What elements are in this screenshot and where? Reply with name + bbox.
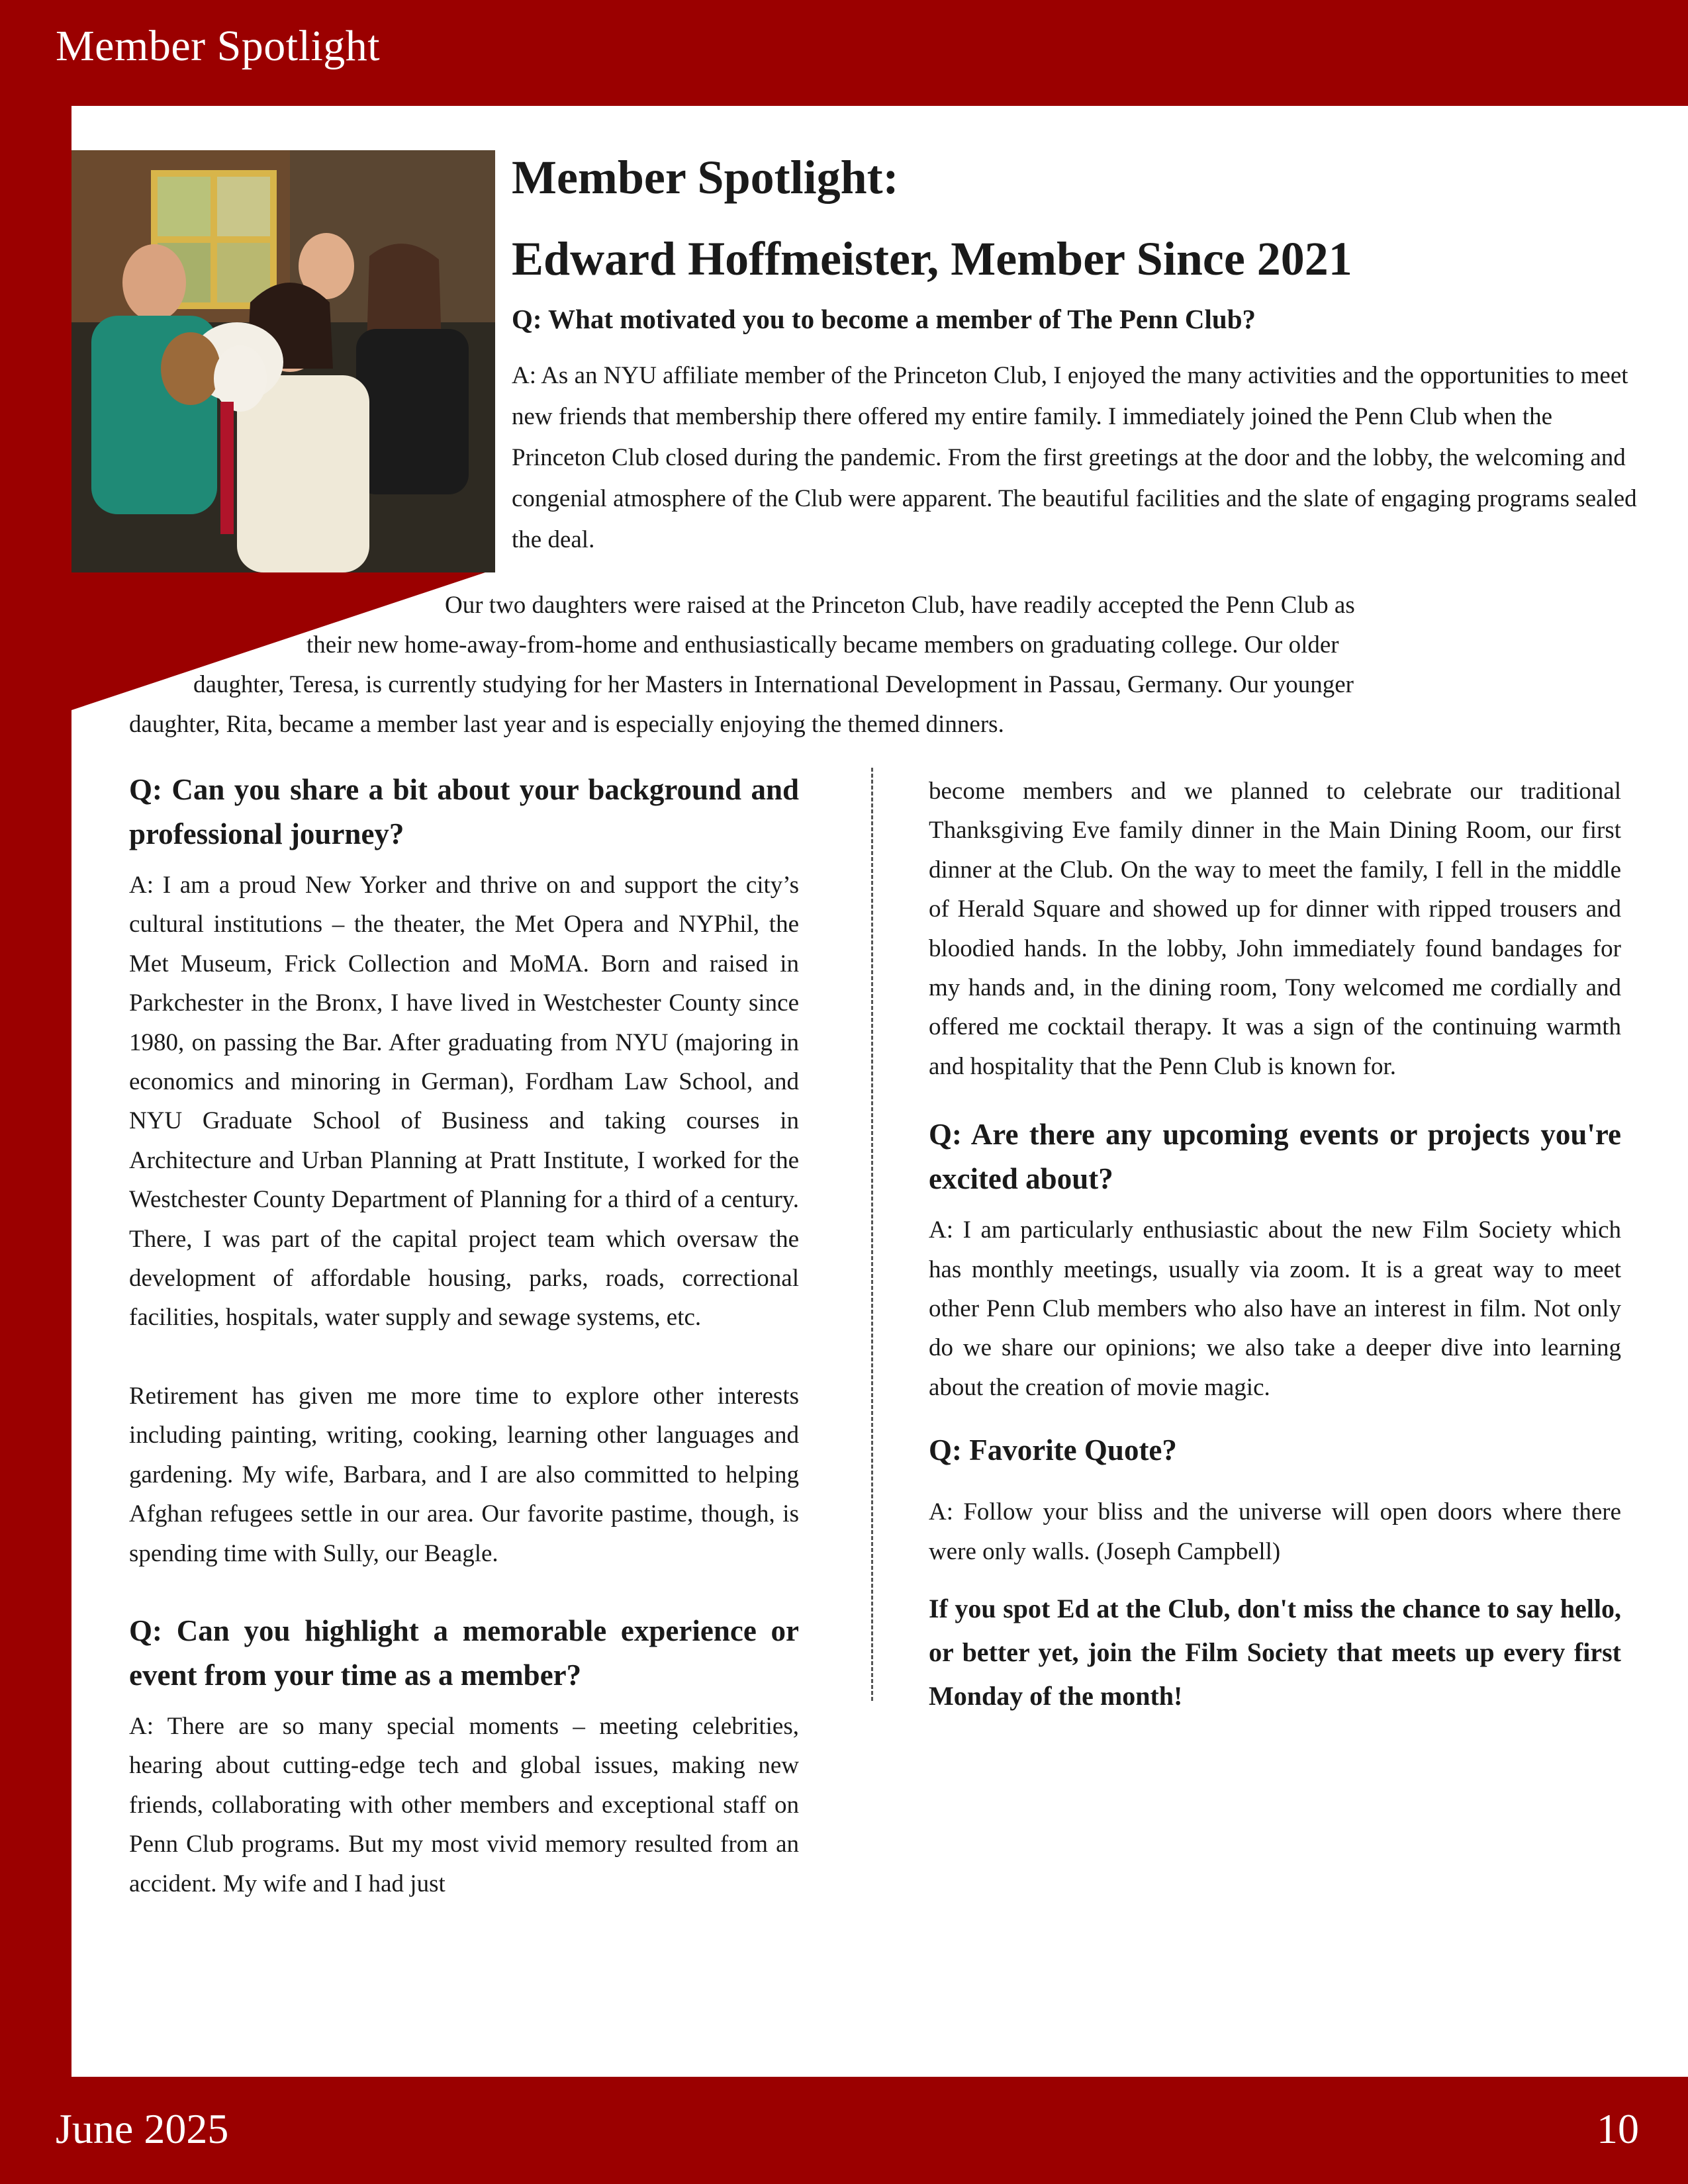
answer-motivation-cont-3: daughter, Teresa, is currently studying for her Masters in International Development in Passau, Germany. Our younger	[193, 671, 1354, 698]
article-title-line1: Member Spotlight:	[512, 151, 899, 204]
answer-quote: A: Follow your bliss and the universe will open doors where there were only walls. (Joseph Campbell)	[929, 1498, 1621, 1565]
column-divider	[871, 768, 873, 1701]
answer-background-p1: A: I am a proud New Yorker and thrive on and support the city’s cultural institutions – the theater, the Met Opera and NYPhil, the Met Museum, Frick Collection and MoMA. Born and raised in Parkchester in the Bronx, I have lived in Westchester County since 1980, on passing the Bar. After graduating from NYU (majoring in economics and minoring in German), Fordham Law School, and NYU Graduate School of Business and taking courses in Architecture and Urban Planning at Pratt Institute, I worked for the Westchester County Department of Planning for a third of a century. There, I was part of the capital project team which oversaw the development of affordable housing, parks, roads, correctional facilities, hospitals, water supply and sewage systems, etc.	[129, 872, 799, 1332]
answer-upcoming: A: I am particularly enthusiastic about the new Film Society which has monthly meetings, usually via zoom. It is a great way to meet other Penn Club members who also have an interest in film. Not only do we share our opinions; we also take a deeper dive into learning about the creation of movie magic.	[929, 1216, 1621, 1401]
answer-memorable-p2: become members and we planned to celebrate our traditional Thanksgiving Eve family dinner in the Main Dining Room, our first dinner at the Club. On the way to meet the family, I fell in the middle of Herald Square and showed up for dinner with ripped trousers and bloodied hands. In the lobby, John immediately found bandages for my hands and, in the dining room, Tony welcomed me cordially and offered me cocktail therapy. It was a sign of the continuing warmth and hospitality that the Penn Club is known for.	[929, 778, 1621, 1080]
answer-memorable-p1: A: There are so many special moments – meeting celebrities, hearing about cutting-edge tech and global issues, making new friends, collaborating with other members and exceptional staff on Penn Club programs. But my most vivid memory resulted from an accident. My wife and I had just	[129, 1712, 799, 1897]
footer-date: June 2025	[56, 2105, 229, 2152]
answer-motivation: A: As an NYU affiliate member of the Princeton Club, I enjoyed the many activities and the opportunities to meet new friends that membership there offered my entire family. I immediately joined the Penn Club when the Princeton Club closed during the pandemic. From the first greetings at the door and the lobby, the welcoming and congenial atmosphere of the Club were apparent. The beautiful facilities and the slate of engaging programs sealed the deal.	[512, 362, 1637, 553]
answer-motivation-cont-4: daughter, Rita, became a member last year and is especially enjoying the themed dinners.	[129, 711, 1004, 738]
closing-callout: If you spot Ed at the Club, don't miss the chance to say hello, or better yet, join the Film Society that meets up every first Monday of the month!	[929, 1594, 1621, 1711]
right-column	[929, 772, 1621, 1718]
page-number: 10	[1597, 2105, 1639, 2152]
question-background: Q: Can you share a bit about your background and professional journey?	[129, 773, 799, 850]
answer-motivation-cont-2: their new home-away-from-home and enthusiastically became members on graduating college. Our older	[306, 631, 1339, 659]
article-title-line2: Edward Hoffmeister, Member Since 2021	[512, 232, 1352, 285]
question-motivation: Q: What motivated you to become a member of The Penn Club?	[512, 304, 1256, 334]
question-quote: Q: Favorite Quote?	[929, 1433, 1177, 1467]
family-photo	[71, 150, 495, 572]
left-column	[129, 768, 799, 1903]
question-upcoming: Q: Are there any upcoming events or projects you're excited about?	[929, 1118, 1621, 1196]
photo-illustration	[71, 150, 495, 572]
answer-motivation-cont-1: Our two daughters were raised at the Princeton Club, have readily accepted the Penn Club as	[445, 592, 1355, 619]
question-memorable: Q: Can you highlight a memorable experience or event from your time as a member?	[129, 1614, 799, 1692]
header-title: Member Spotlight	[56, 22, 381, 70]
answer-background-p2: Retirement has given me more time to explore other interests including painting, writing, cooking, learning other languages and gardening. My wife, Barbara, and I are also committed to helping Afghan refugees settle in our area. Our favorite pastime, though, is spending time with Sully, our Beagle.	[129, 1382, 799, 1567]
